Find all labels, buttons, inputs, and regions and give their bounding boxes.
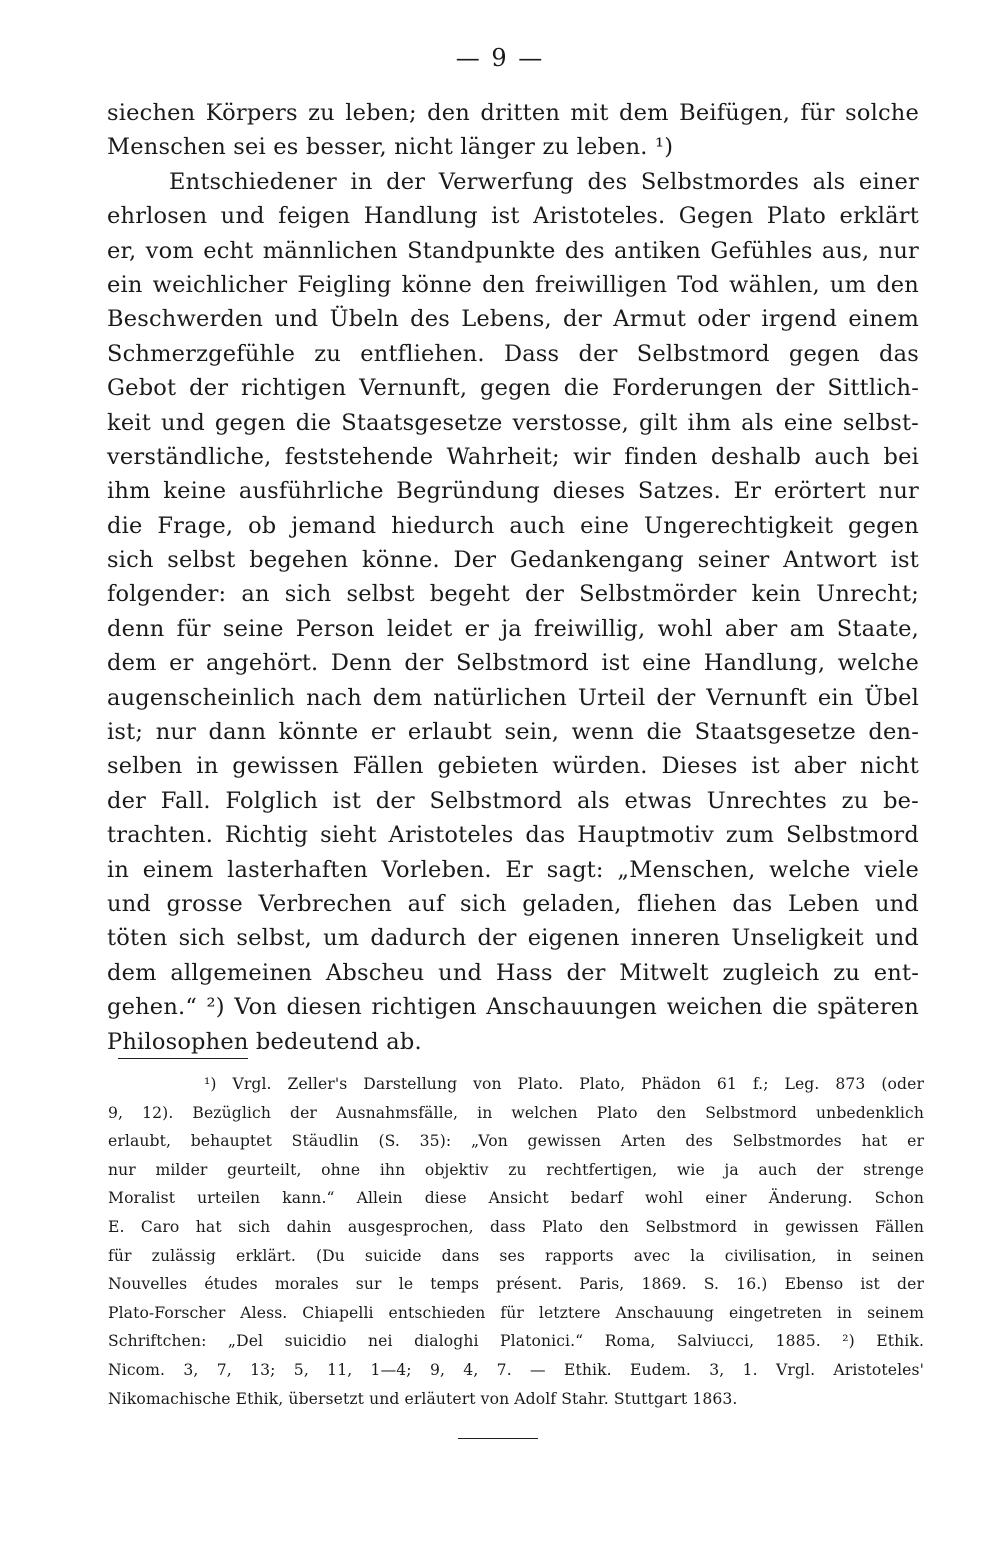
body-line: Entschiedener in der Verwerfung des Selbstmordes als einer <box>169 168 919 195</box>
body-line: dem allgemeinen Abscheu und Hass der Mitwelt zugleich zu ent- <box>107 959 919 986</box>
footnotes <box>108 1070 924 1413</box>
body-line: verständliche, feststehende Wahrheit; wir finden deshalb auch bei <box>107 443 919 470</box>
body-line: gehen.“ ²) Von diesen richtigen Anschauungen weichen die späteren <box>107 994 919 1021</box>
body-line: Beschwerden und Übeln des Lebens, der Armut oder irgend einem <box>107 306 919 333</box>
body-line: dem er angehört. Denn der Selbstmord ist eine Handlung, welche <box>107 650 919 677</box>
end-rule <box>458 1438 538 1439</box>
body-line: Schmerzgefühle zu entfliehen. Dass der Selbstmord gegen das <box>107 340 919 367</box>
footnote-line: Plato-Forscher Aless. Chiapelli entschieden für letztere Anschauung eingetreten in seinem <box>108 1303 924 1322</box>
body-line: töten sich selbst, um dadurch der eigenen inneren Unseligkeit und <box>107 925 919 952</box>
footnote-line: ¹) Vrgl. Zeller's Darstellung von Plato. Plato, Phädon 61 f.; Leg. 873 (oder <box>204 1075 924 1093</box>
footnote-line: nur milder geurteilt, ohne ihn objektiv zu rechtfertigen, wie ja auch der strenge <box>108 1160 924 1179</box>
body-line: er, vom echt männlichen Standpunkte des antiken Gefühles aus, nur <box>107 237 919 264</box>
body-line: ist; nur dann könnte er erlaubt sein, wenn die Staatsgesetze den- <box>107 719 919 746</box>
body-line: Philosophen bedeutend ab. <box>107 1028 422 1055</box>
body-line: augenscheinlich nach dem natürlichen Urteil der Vernunft ein Übel <box>107 684 919 711</box>
body-line: in einem lasterhaften Vorleben. Er sagt: „Menschen, welche viele <box>107 856 919 883</box>
footnote-line: für zulässig erklärt. (Du suicide dans ses rapports avec la civilisation, in seinen <box>108 1246 924 1265</box>
body-line: ein weichlicher Feigling könne den freiwilligen Tod wählen, um den <box>107 271 919 298</box>
body-line: ehrlosen und feigen Handlung ist Aristoteles. Gegen Plato erklärt <box>107 203 919 230</box>
body-line: sich selbst begehen könne. Der Gedankengang seiner Antwort ist <box>107 547 919 574</box>
footnote-separator <box>118 1058 248 1059</box>
body-line: keit und gegen die Staatsgesetze verstosse, gilt ihm als eine selbst- <box>107 409 919 436</box>
body-line: folgender: an sich selbst begeht der Selbstmörder kein Unrecht; <box>107 581 919 608</box>
body-line: Menschen sei es besser, nicht länger zu leben. ¹) <box>107 134 674 161</box>
footnote-line: Schriftchen: „Del suicidio nei dialoghi Platonici.“ Roma, Salviucci, 1885. ²) Ethik. <box>108 1332 924 1351</box>
footnote-line: Moralist urteilen kann.“ Allein diese Ansicht bedarf wohl einer Änderung. Schon <box>108 1189 924 1208</box>
footnote-line: Nicom. 3, 7, 13; 5, 11, 1—4; 9, 4, 7. — Ethik. Eudem. 3, 1. Vrgl. Aristoteles' <box>108 1360 924 1379</box>
footnote-line: E. Caro hat sich dahin ausgesprochen, dass Plato den Selbstmord in gewissen Fällen <box>108 1217 924 1236</box>
body-line: ihm keine ausführliche Begründung dieses Satzes. Er erörtert nur <box>107 478 919 505</box>
body-line: der Fall. Folglich ist der Selbstmord als etwas Unrechtes zu be- <box>107 787 919 814</box>
body-line: selben in gewissen Fällen gebieten würden. Dieses ist aber nicht <box>107 753 919 780</box>
body-line: und grosse Verbrechen auf sich geladen, fliehen das Leben und <box>107 890 919 917</box>
body-line: Gebot der richtigen Vernunft, gegen die Forderungen der Sittlich- <box>107 375 919 402</box>
body-text <box>107 96 919 1059</box>
page-number: — 9 — <box>455 44 545 72</box>
body-line: trachten. Richtig sieht Aristoteles das Hauptmotiv zum Selbstmord <box>107 822 919 849</box>
footnote-line: Nouvelles études morales sur le temps présent. Paris, 1869. S. 16.) Ebenso ist der <box>108 1275 924 1294</box>
footnote-line: erlaubt, behauptet Stäudlin (S. 35): „Von gewissen Arten des Selbstmordes hat er <box>108 1132 924 1151</box>
footnote-line: 9, 12). Bezüglich der Ausnahmsfälle, in welchen Plato den Selbstmord unbedenklich <box>108 1103 924 1122</box>
body-line: siechen Körpers zu leben; den dritten mit dem Beifügen, für solche <box>107 100 919 126</box>
body-line: denn für seine Person leidet er ja freiwillig, wohl aber am Staate, <box>107 615 919 642</box>
body-line: die Frage, ob jemand hiedurch auch eine Ungerechtigkeit gegen <box>107 512 919 539</box>
footnote-line: Nikomachische Ethik, übersetzt und erläutert von Adolf Stahr. Stuttgart 1863. <box>108 1389 738 1408</box>
